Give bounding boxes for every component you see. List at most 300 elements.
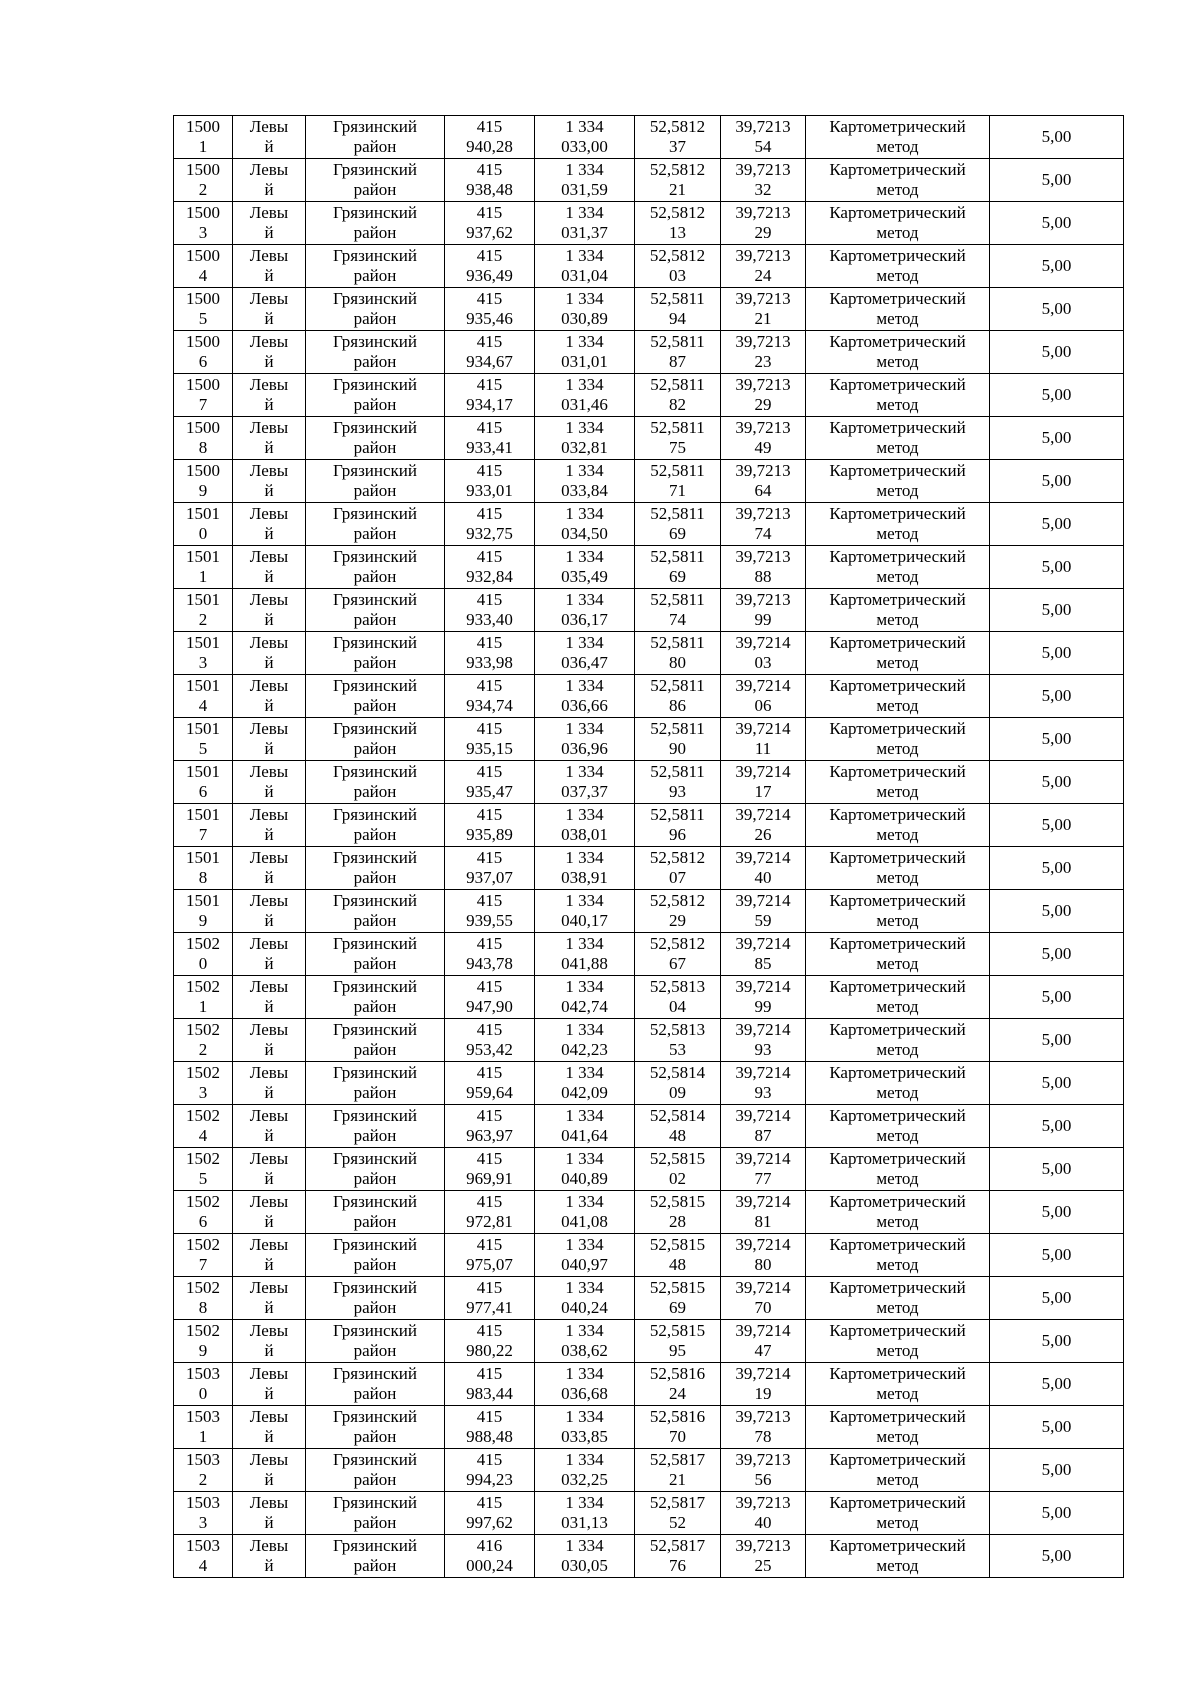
x-coordinate-cell	[445, 331, 535, 374]
accuracy-text: 5,00	[1041, 1159, 1072, 1178]
method-cell	[806, 202, 990, 245]
point-number-cell	[174, 460, 233, 503]
district-cell	[306, 159, 445, 202]
y-coordinate-cell	[535, 460, 635, 503]
method-cell	[806, 1148, 990, 1191]
y-coordinate-text: 1 334 036,47	[561, 633, 608, 672]
y-coordinate-text: 1 334 033,84	[561, 461, 608, 500]
bank-side-text: Левы й	[249, 762, 289, 801]
latitude-cell	[635, 1191, 721, 1234]
x-coordinate-cell	[445, 460, 535, 503]
district-cell	[306, 116, 445, 159]
point-number-cell	[174, 202, 233, 245]
bank-side-cell	[233, 632, 306, 675]
y-coordinate-cell	[535, 245, 635, 288]
bank-side-cell	[233, 245, 306, 288]
y-coordinate-text: 1 334 041,64	[561, 1106, 608, 1145]
accuracy-cell	[990, 1492, 1124, 1535]
longitude-cell	[721, 1492, 806, 1535]
district-cell	[306, 1363, 445, 1406]
coordinates-table	[173, 115, 1124, 1578]
method-cell	[806, 890, 990, 933]
latitude-cell	[635, 288, 721, 331]
point-number-cell	[174, 847, 233, 890]
longitude-cell	[721, 1148, 806, 1191]
longitude-cell	[721, 159, 806, 202]
longitude-text: 39,7213 23	[735, 332, 791, 371]
method-cell	[806, 1449, 990, 1492]
point-number-text: 1501 5	[186, 719, 220, 758]
accuracy-cell	[990, 202, 1124, 245]
bank-side-text: Левы й	[249, 375, 289, 414]
point-number-cell	[174, 1535, 233, 1578]
district-cell	[306, 1406, 445, 1449]
district-text: Грязинский район	[333, 891, 417, 930]
y-coordinate-cell	[535, 804, 635, 847]
accuracy-cell	[990, 1148, 1124, 1191]
accuracy-text: 5,00	[1041, 514, 1072, 533]
longitude-cell	[721, 589, 806, 632]
bank-side-text: Левы й	[249, 418, 289, 457]
point-number-text: 1503 3	[186, 1493, 220, 1532]
method-text: Картометрический метод	[829, 375, 966, 414]
district-text: Грязинский район	[333, 117, 417, 156]
bank-side-cell	[233, 1449, 306, 1492]
x-coordinate-text: 415 943,78	[466, 934, 513, 973]
y-coordinate-text: 1 334 040,17	[561, 891, 608, 930]
latitude-text: 52,5815 02	[649, 1149, 706, 1188]
district-cell	[306, 1062, 445, 1105]
point-number-cell	[174, 1492, 233, 1535]
point-number-text: 1502 2	[186, 1020, 220, 1059]
district-cell	[306, 1449, 445, 1492]
district-cell	[306, 1191, 445, 1234]
y-coordinate-text: 1 334 030,05	[561, 1536, 608, 1575]
y-coordinate-cell	[535, 632, 635, 675]
district-text: Грязинский район	[333, 1364, 417, 1403]
method-cell	[806, 933, 990, 976]
x-coordinate-text: 415 947,90	[466, 977, 513, 1016]
point-number-text: 1501 8	[186, 848, 220, 887]
method-text: Картометрический метод	[829, 1063, 966, 1102]
method-cell	[806, 1105, 990, 1148]
accuracy-text: 5,00	[1041, 342, 1072, 361]
bank-side-text: Левы й	[249, 203, 289, 242]
accuracy-cell	[990, 1191, 1124, 1234]
y-coordinate-cell	[535, 976, 635, 1019]
point-number-text: 1503 1	[186, 1407, 220, 1446]
longitude-cell	[721, 331, 806, 374]
bank-side-cell	[233, 417, 306, 460]
point-number-text: 1501 6	[186, 762, 220, 801]
latitude-text: 52,5811 80	[650, 633, 705, 672]
point-number-text: 1502 4	[186, 1106, 220, 1145]
latitude-text: 52,5813 04	[649, 977, 706, 1016]
y-coordinate-text: 1 334 034,50	[561, 504, 608, 543]
bank-side-cell	[233, 1277, 306, 1320]
x-coordinate-cell	[445, 976, 535, 1019]
x-coordinate-cell	[445, 761, 535, 804]
point-number-text: 1501 9	[186, 891, 220, 930]
table-row	[174, 503, 1124, 546]
accuracy-text: 5,00	[1041, 643, 1072, 662]
accuracy-cell	[990, 331, 1124, 374]
latitude-cell	[635, 1406, 721, 1449]
bank-side-cell	[233, 202, 306, 245]
y-coordinate-text: 1 334 032,81	[561, 418, 608, 457]
latitude-text: 52,5811 82	[650, 375, 705, 414]
latitude-cell	[635, 245, 721, 288]
method-text: Картометрический метод	[829, 977, 966, 1016]
accuracy-cell	[990, 847, 1124, 890]
y-coordinate-text: 1 334 038,62	[561, 1321, 608, 1360]
latitude-cell	[635, 1492, 721, 1535]
accuracy-cell	[990, 632, 1124, 675]
table-row	[174, 761, 1124, 804]
latitude-cell	[635, 847, 721, 890]
latitude-cell	[635, 374, 721, 417]
bank-side-cell	[233, 1148, 306, 1191]
district-text: Грязинский район	[333, 590, 417, 629]
longitude-cell	[721, 1277, 806, 1320]
point-number-text: 1501 2	[186, 590, 220, 629]
coordinates-table-body	[174, 116, 1124, 1578]
district-cell	[306, 718, 445, 761]
y-coordinate-cell	[535, 1105, 635, 1148]
district-text: Грязинский район	[333, 934, 417, 973]
district-text: Грязинский район	[333, 1278, 417, 1317]
latitude-cell	[635, 202, 721, 245]
method-text: Картометрический метод	[829, 1106, 966, 1145]
table-row	[174, 331, 1124, 374]
method-text: Картометрический метод	[829, 160, 966, 199]
table-row	[174, 804, 1124, 847]
y-coordinate-cell	[535, 1492, 635, 1535]
district-text: Грязинский район	[333, 977, 417, 1016]
bank-side-cell	[233, 761, 306, 804]
bank-side-cell	[233, 589, 306, 632]
y-coordinate-text: 1 334 037,37	[561, 762, 608, 801]
longitude-cell	[721, 116, 806, 159]
table-row	[174, 976, 1124, 1019]
district-text: Грязинский район	[333, 461, 417, 500]
point-number-cell	[174, 1406, 233, 1449]
accuracy-cell	[990, 1019, 1124, 1062]
longitude-text: 39,7213 99	[735, 590, 791, 629]
y-coordinate-text: 1 334 042,23	[561, 1020, 608, 1059]
bank-side-text: Левы й	[249, 1321, 289, 1360]
longitude-text: 39,7213 54	[735, 117, 791, 156]
latitude-cell	[635, 1363, 721, 1406]
accuracy-cell	[990, 1320, 1124, 1363]
y-coordinate-cell	[535, 503, 635, 546]
y-coordinate-text: 1 334 035,49	[561, 547, 608, 586]
district-cell	[306, 890, 445, 933]
longitude-cell	[721, 1320, 806, 1363]
longitude-text: 39,7214 77	[735, 1149, 791, 1188]
method-cell	[806, 632, 990, 675]
point-number-text: 1500 2	[186, 160, 220, 199]
latitude-text: 52,5812 07	[649, 848, 706, 887]
method-cell	[806, 847, 990, 890]
point-number-text: 1502 3	[186, 1063, 220, 1102]
method-cell	[806, 546, 990, 589]
point-number-text: 1500 4	[186, 246, 220, 285]
point-number-cell	[174, 1105, 233, 1148]
point-number-cell	[174, 546, 233, 589]
district-text: Грязинский район	[333, 848, 417, 887]
latitude-cell	[635, 331, 721, 374]
x-coordinate-text: 415 980,22	[466, 1321, 513, 1360]
point-number-text: 1500 9	[186, 461, 220, 500]
method-text: Картометрический метод	[829, 289, 966, 328]
accuracy-text: 5,00	[1041, 901, 1072, 920]
method-cell	[806, 761, 990, 804]
point-number-text: 1503 2	[186, 1450, 220, 1489]
point-number-text: 1502 8	[186, 1278, 220, 1317]
method-text: Картометрический метод	[829, 1407, 966, 1446]
method-cell	[806, 245, 990, 288]
y-coordinate-cell	[535, 718, 635, 761]
x-coordinate-text: 415 953,42	[466, 1020, 513, 1059]
table-row	[174, 1019, 1124, 1062]
longitude-cell	[721, 503, 806, 546]
latitude-text: 52,5812 21	[649, 160, 706, 199]
table-row	[174, 1062, 1124, 1105]
x-coordinate-text: 415 934,67	[466, 332, 513, 371]
y-coordinate-text: 1 334 030,89	[561, 289, 608, 328]
longitude-text: 39,7214 99	[735, 977, 791, 1016]
point-number-text: 1501 4	[186, 676, 220, 715]
point-number-cell	[174, 675, 233, 718]
table-row	[174, 159, 1124, 202]
method-text: Картометрический метод	[829, 676, 966, 715]
district-text: Грязинский район	[333, 719, 417, 758]
x-coordinate-text: 415 975,07	[466, 1235, 513, 1274]
accuracy-text: 5,00	[1041, 1202, 1072, 1221]
bank-side-cell	[233, 847, 306, 890]
district-text: Грязинский район	[333, 1106, 417, 1145]
x-coordinate-text: 415 935,89	[466, 805, 513, 844]
x-coordinate-text: 415 935,46	[466, 289, 513, 328]
point-number-text: 1502 6	[186, 1192, 220, 1231]
longitude-text: 39,7213 29	[735, 203, 791, 242]
latitude-text: 52,5815 69	[649, 1278, 706, 1317]
latitude-cell	[635, 1234, 721, 1277]
latitude-cell	[635, 890, 721, 933]
accuracy-text: 5,00	[1041, 686, 1072, 705]
y-coordinate-text: 1 334 041,08	[561, 1192, 608, 1231]
point-number-cell	[174, 503, 233, 546]
latitude-text: 52,5817 76	[649, 1536, 706, 1575]
y-coordinate-text: 1 334 041,88	[561, 934, 608, 973]
longitude-cell	[721, 804, 806, 847]
district-cell	[306, 761, 445, 804]
table-row	[174, 1535, 1124, 1578]
longitude-cell	[721, 1363, 806, 1406]
accuracy-cell	[990, 503, 1124, 546]
y-coordinate-text: 1 334 042,09	[561, 1063, 608, 1102]
longitude-cell	[721, 1535, 806, 1578]
method-cell	[806, 1191, 990, 1234]
bank-side-text: Левы й	[249, 1407, 289, 1446]
method-text: Картометрический метод	[829, 1321, 966, 1360]
table-row	[174, 1191, 1124, 1234]
accuracy-text: 5,00	[1041, 1116, 1072, 1135]
x-coordinate-cell	[445, 1234, 535, 1277]
point-number-cell	[174, 288, 233, 331]
latitude-cell	[635, 1320, 721, 1363]
accuracy-cell	[990, 159, 1124, 202]
table-row	[174, 589, 1124, 632]
y-coordinate-cell	[535, 1019, 635, 1062]
accuracy-text: 5,00	[1041, 299, 1072, 318]
x-coordinate-cell	[445, 804, 535, 847]
x-coordinate-cell	[445, 1449, 535, 1492]
table-row	[174, 374, 1124, 417]
x-coordinate-cell	[445, 202, 535, 245]
accuracy-text: 5,00	[1041, 1073, 1072, 1092]
x-coordinate-text: 415 933,98	[466, 633, 513, 672]
method-cell	[806, 1492, 990, 1535]
x-coordinate-text: 415 937,07	[466, 848, 513, 887]
latitude-cell	[635, 546, 721, 589]
point-number-cell	[174, 245, 233, 288]
bank-side-text: Левы й	[249, 1278, 289, 1317]
latitude-text: 52,5815 95	[649, 1321, 706, 1360]
latitude-text: 52,5811 86	[650, 676, 705, 715]
bank-side-cell	[233, 1320, 306, 1363]
latitude-cell	[635, 1148, 721, 1191]
method-cell	[806, 1019, 990, 1062]
latitude-text: 52,5812 29	[649, 891, 706, 930]
district-cell	[306, 1019, 445, 1062]
bank-side-cell	[233, 1234, 306, 1277]
bank-side-cell	[233, 1406, 306, 1449]
point-number-text: 1501 7	[186, 805, 220, 844]
x-coordinate-cell	[445, 546, 535, 589]
y-coordinate-text: 1 334 036,17	[561, 590, 608, 629]
y-coordinate-text: 1 334 036,68	[561, 1364, 608, 1403]
accuracy-cell	[990, 675, 1124, 718]
district-cell	[306, 804, 445, 847]
latitude-text: 52,5812 37	[649, 117, 706, 156]
point-number-text: 1501 3	[186, 633, 220, 672]
longitude-cell	[721, 245, 806, 288]
accuracy-cell	[990, 1406, 1124, 1449]
table-row	[174, 1320, 1124, 1363]
accuracy-cell	[990, 1234, 1124, 1277]
point-number-cell	[174, 116, 233, 159]
x-coordinate-text: 415 933,40	[466, 590, 513, 629]
longitude-text: 39,7214 81	[735, 1192, 791, 1231]
accuracy-text: 5,00	[1041, 385, 1072, 404]
y-coordinate-cell	[535, 847, 635, 890]
district-text: Грязинский район	[333, 1407, 417, 1446]
longitude-text: 39,7213 24	[735, 246, 791, 285]
point-number-text: 1500 5	[186, 289, 220, 328]
district-cell	[306, 675, 445, 718]
district-cell	[306, 1234, 445, 1277]
y-coordinate-text: 1 334 040,24	[561, 1278, 608, 1317]
y-coordinate-text: 1 334 033,00	[561, 117, 608, 156]
x-coordinate-cell	[445, 1019, 535, 1062]
district-text: Грязинский район	[333, 1192, 417, 1231]
x-coordinate-cell	[445, 1535, 535, 1578]
latitude-cell	[635, 804, 721, 847]
longitude-text: 39,7214 85	[735, 934, 791, 973]
longitude-text: 39,7214 59	[735, 891, 791, 930]
longitude-text: 39,7214 19	[735, 1364, 791, 1403]
latitude-text: 52,5811 74	[650, 590, 705, 629]
longitude-cell	[721, 933, 806, 976]
bank-side-text: Левы й	[249, 1192, 289, 1231]
table-row	[174, 288, 1124, 331]
district-cell	[306, 288, 445, 331]
longitude-text: 39,7213 29	[735, 375, 791, 414]
district-cell	[306, 847, 445, 890]
district-cell	[306, 202, 445, 245]
method-text: Картометрический метод	[829, 1149, 966, 1188]
district-cell	[306, 1148, 445, 1191]
method-cell	[806, 374, 990, 417]
y-coordinate-text: 1 334 032,25	[561, 1450, 608, 1489]
point-number-cell	[174, 1449, 233, 1492]
x-coordinate-cell	[445, 116, 535, 159]
method-text: Картометрический метод	[829, 1192, 966, 1231]
longitude-cell	[721, 675, 806, 718]
method-cell	[806, 159, 990, 202]
point-number-text: 1500 3	[186, 203, 220, 242]
x-coordinate-text: 415 933,01	[466, 461, 513, 500]
longitude-text: 39,7213 64	[735, 461, 791, 500]
bank-side-cell	[233, 460, 306, 503]
y-coordinate-cell	[535, 417, 635, 460]
bank-side-cell	[233, 1535, 306, 1578]
table-row	[174, 718, 1124, 761]
bank-side-cell	[233, 116, 306, 159]
x-coordinate-cell	[445, 675, 535, 718]
method-text: Картометрический метод	[829, 547, 966, 586]
method-cell	[806, 1320, 990, 1363]
district-cell	[306, 1105, 445, 1148]
y-coordinate-text: 1 334 036,66	[561, 676, 608, 715]
accuracy-text: 5,00	[1041, 1288, 1072, 1307]
district-text: Грязинский район	[333, 676, 417, 715]
district-text: Грязинский район	[333, 504, 417, 543]
longitude-text: 39,7213 40	[735, 1493, 791, 1532]
accuracy-text: 5,00	[1041, 1546, 1072, 1565]
latitude-text: 52,5811 90	[650, 719, 705, 758]
district-text: Грязинский район	[333, 1235, 417, 1274]
y-coordinate-text: 1 334 031,13	[561, 1493, 608, 1532]
accuracy-text: 5,00	[1041, 772, 1072, 791]
latitude-cell	[635, 460, 721, 503]
accuracy-cell	[990, 116, 1124, 159]
bank-side-text: Левы й	[249, 848, 289, 887]
y-coordinate-cell	[535, 761, 635, 804]
method-cell	[806, 1062, 990, 1105]
x-coordinate-text: 415 934,74	[466, 676, 513, 715]
district-text: Грязинский район	[333, 1536, 417, 1575]
x-coordinate-text: 415 959,64	[466, 1063, 513, 1102]
latitude-text: 52,5816 70	[649, 1407, 706, 1446]
accuracy-text: 5,00	[1041, 428, 1072, 447]
x-coordinate-cell	[445, 1277, 535, 1320]
x-coordinate-text: 415 940,28	[466, 117, 513, 156]
latitude-text: 52,5813 53	[649, 1020, 706, 1059]
table-row	[174, 245, 1124, 288]
